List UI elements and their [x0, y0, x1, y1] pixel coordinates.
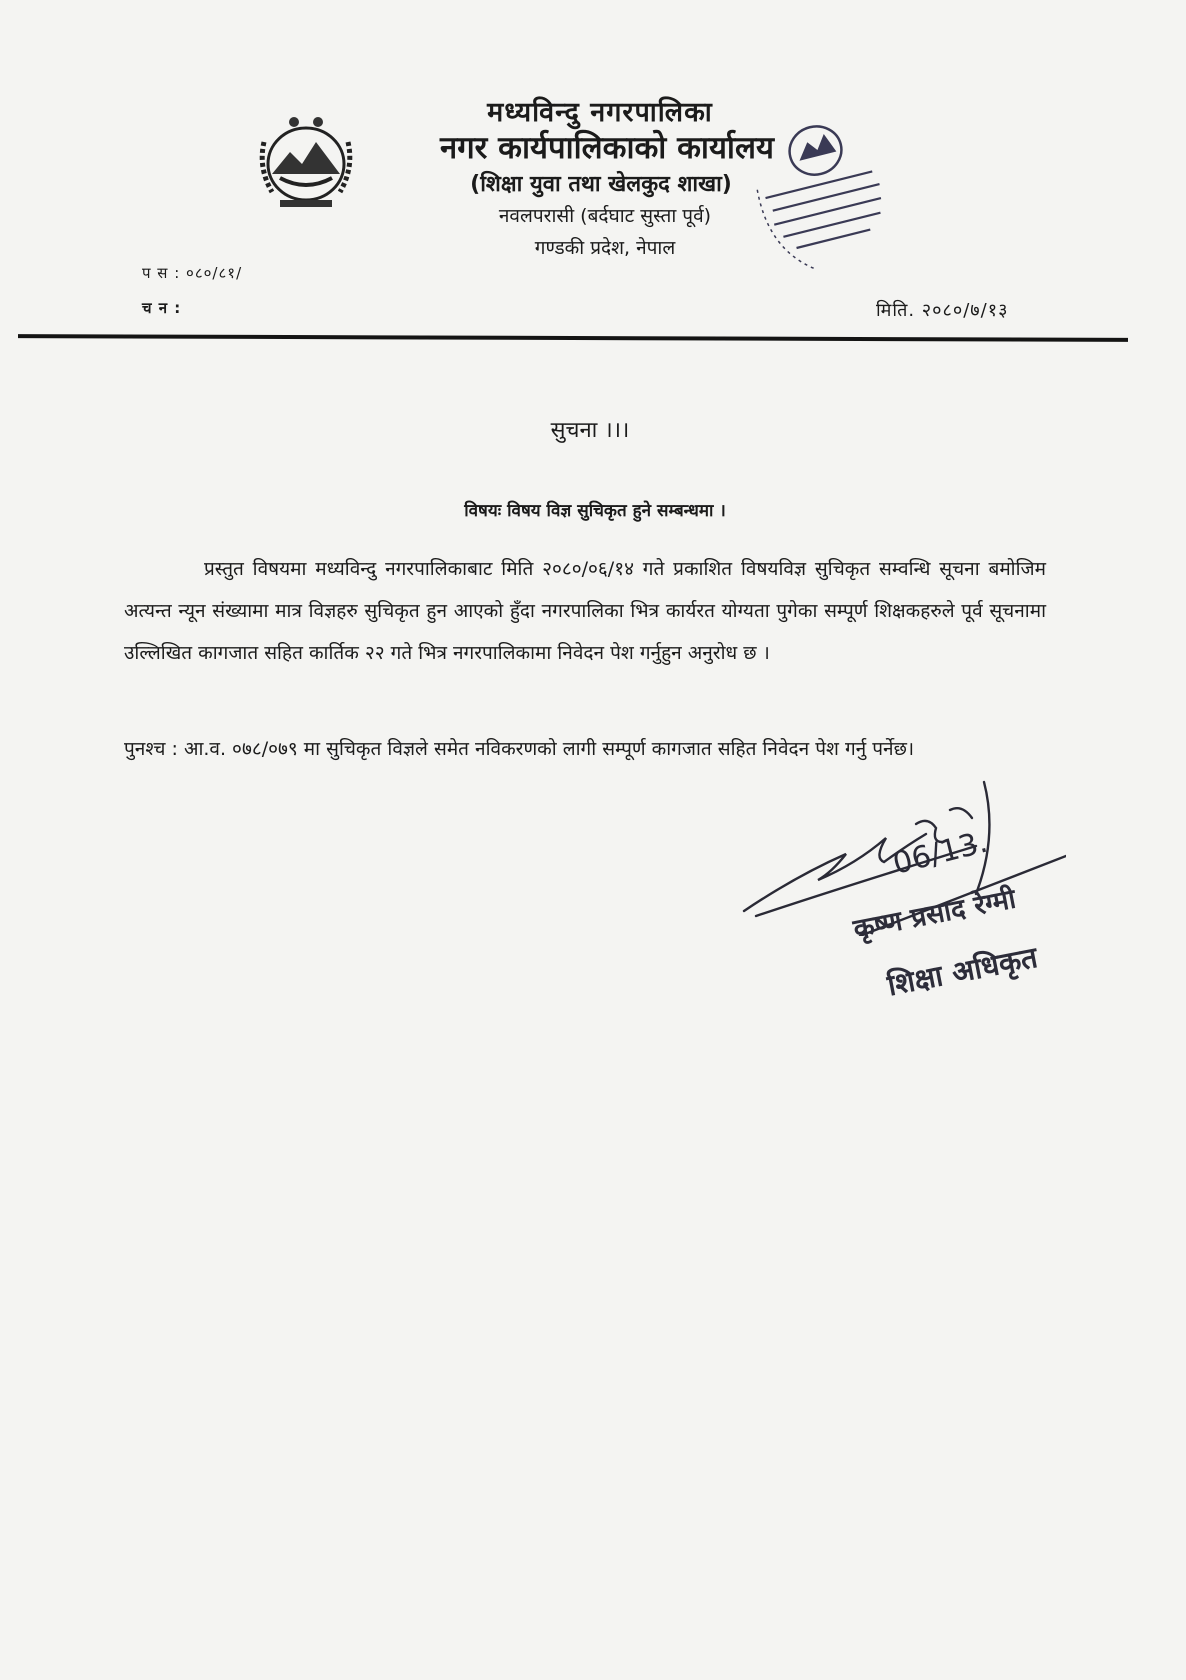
- header-divider: [18, 334, 1128, 342]
- branch-name: (शिक्षा युवा तथा खेलकुद शाखा): [470, 172, 732, 197]
- reference-number: प स : ०८०/८१/: [142, 264, 243, 282]
- notice-title: सुचना ।।।: [550, 418, 630, 443]
- dispatch-number: च न :: [142, 299, 182, 317]
- signatory-designation: शिक्षा अधिकृत: [884, 939, 1041, 1003]
- government-emblem-icon: [250, 112, 362, 212]
- notice-subject: विषयः विषय विज्ञ सुचिकृत हुने सम्बन्धमा ।: [464, 501, 726, 521]
- notice-body: प्रस्तुत विषयमा मध्यविन्दु नगरपालिकाबाट मिति २०८०/०६/१४ गते प्रकाशित विषयविज्ञ सुचिकृत सम्वन्धि सूचना बमोजिम अत्यन्त न्यून संख्यामा मात्र विज्ञहरु सुचिकृत हुन आएको हुँदा नगरपालिका भित्र कार्यरत योग्यता पुगेका सम्पूर्ण शिक्षकहरुले पूर्व सूचनामा उल्लिखित कागजात सहित कार्तिक २२ गते भित्र नगरपालिकामा निवेदन पेश गर्नुहुन अनुरोध छ ।: [124, 558, 1046, 664]
- organization-name: मध्यविन्दु नगरपालिका: [487, 97, 713, 128]
- office-stamp-icon: [756, 112, 906, 272]
- handwritten-date: 06/13.: [889, 824, 992, 882]
- address-line-2: गण्डकी प्रदेश, नेपाल: [534, 237, 676, 259]
- address-line-1: नवलपरासी (बर्दघाट सुस्ता पूर्व): [498, 205, 712, 227]
- issue-date: मिति. २०८०/७/१३: [876, 300, 1009, 321]
- office-name: नगर कार्यपालिकाको कार्यालय: [440, 130, 774, 166]
- notice-postscript: पुनश्च : आ.व. ०७८/०७९ मा सुचिकृत विज्ञले समेत नविकरणको लागी सम्पूर्ण कागजात सहित निवेदन पेश गर्नु पर्नेछ।: [124, 738, 915, 760]
- signatory-name: कृष्ण प्रसाद रेग्मी: [850, 883, 1019, 946]
